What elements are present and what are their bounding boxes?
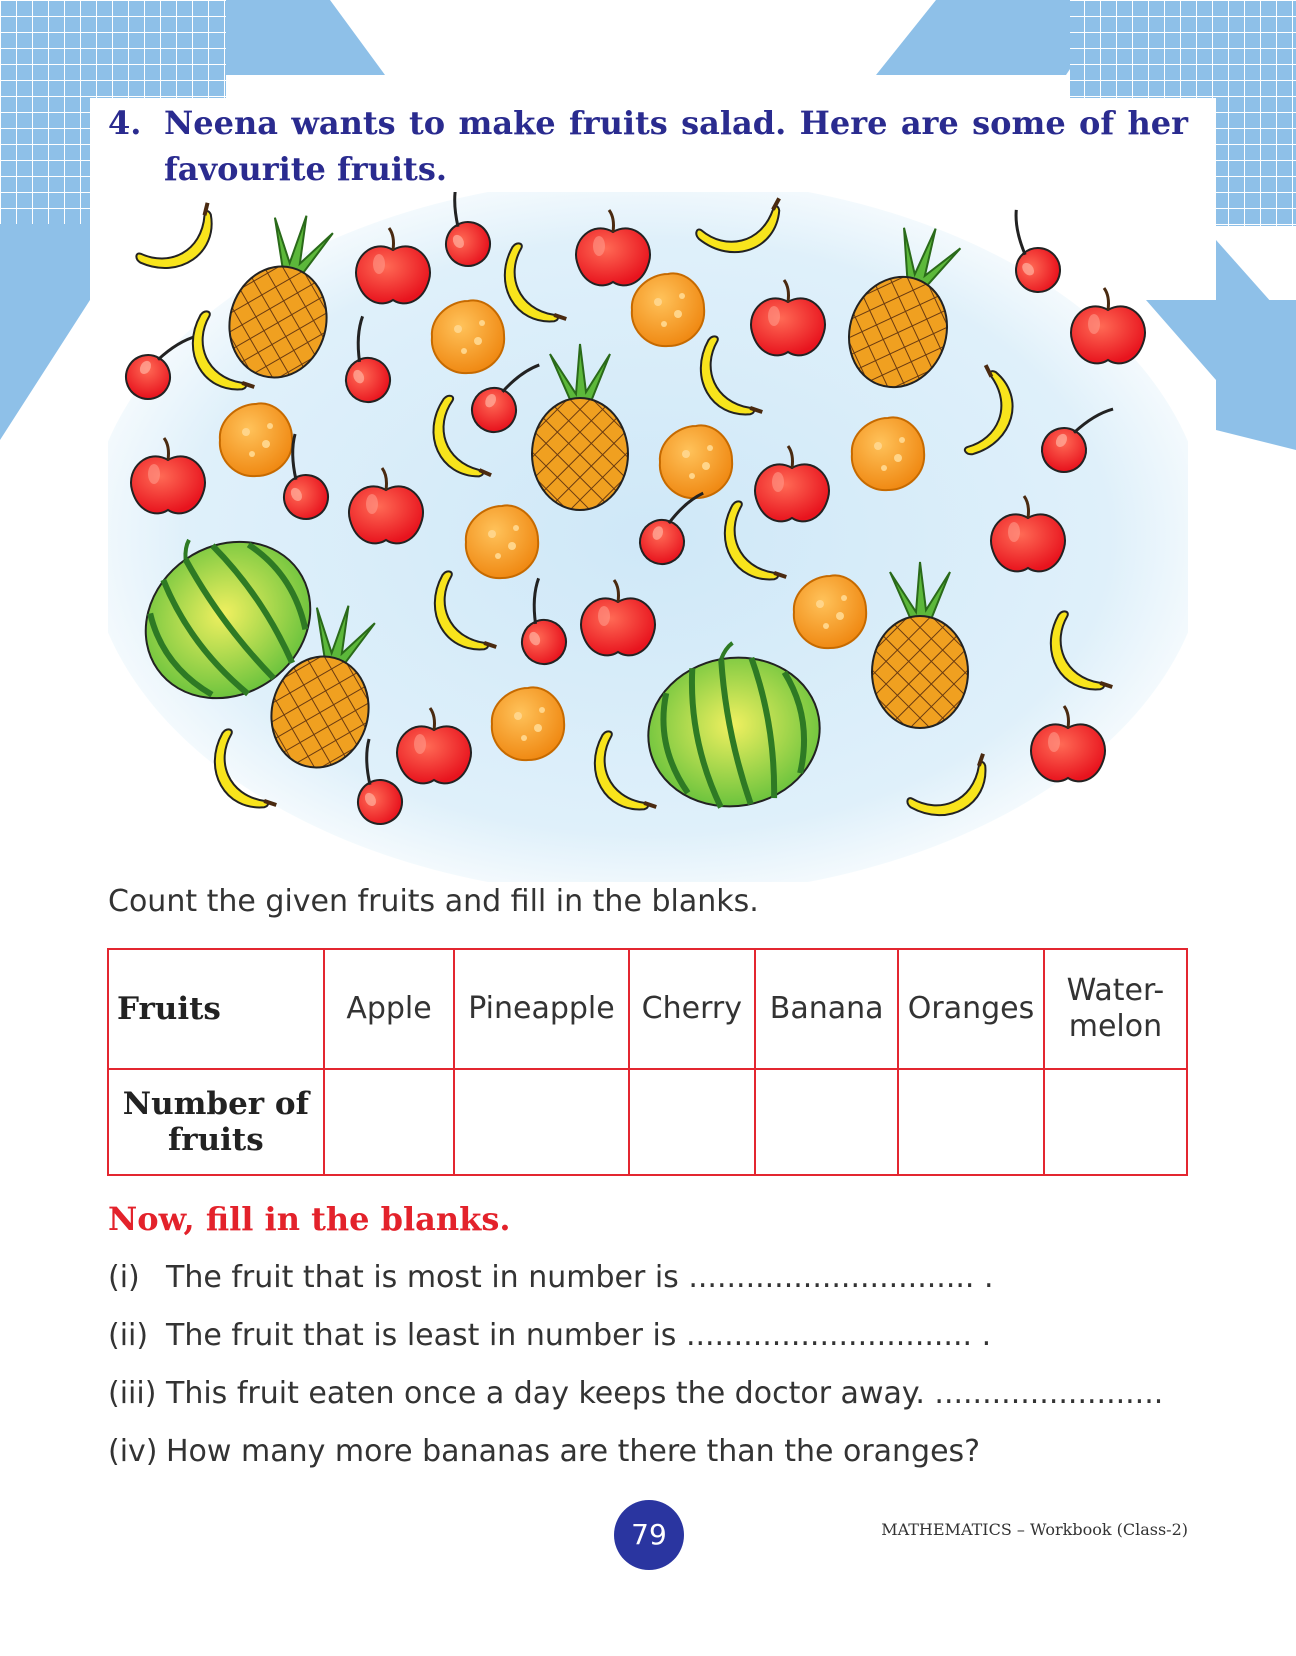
orange — [432, 300, 504, 373]
item-text: This fruit eaten once a day keeps the doctor away. ........................ — [166, 1376, 1164, 1411]
book-title: MATHEMATICS – Workbook (Class-2) — [881, 1520, 1188, 1539]
fruit-count-table — [107, 948, 1188, 1176]
row-header-number-of-fruits: Number of fruits — [108, 1069, 324, 1175]
column-header: Apple — [324, 949, 455, 1069]
answer-cell[interactable] — [898, 1069, 1044, 1175]
item-label: (iii) — [108, 1376, 157, 1411]
orange — [632, 273, 704, 346]
item-text: How many more bananas are there than the oranges? — [166, 1434, 981, 1469]
orange — [852, 417, 924, 490]
answer-cell[interactable] — [454, 1069, 628, 1175]
item-text: The fruit that is least in number is .............................. . — [166, 1318, 992, 1353]
table-row — [108, 949, 1187, 1069]
orange — [466, 505, 538, 578]
orange — [794, 575, 866, 648]
list-item — [108, 1434, 980, 1469]
item-label: (ii) — [108, 1318, 149, 1353]
column-header: Pineapple — [454, 949, 628, 1069]
answer-cell[interactable] — [629, 1069, 756, 1175]
column-header: Oranges — [898, 949, 1044, 1069]
list-item — [108, 1260, 994, 1295]
question-text: Neena wants to make fruits salad. Here are some of her favourite fruits. — [164, 104, 1188, 188]
orange — [220, 403, 292, 476]
orange — [492, 687, 564, 760]
apple — [1071, 288, 1145, 363]
answer-cell[interactable] — [324, 1069, 455, 1175]
question — [108, 100, 1188, 192]
fill-blanks-heading: Now, fill in the blanks. — [108, 1200, 511, 1238]
question-number: 4. — [108, 104, 142, 142]
column-header: Banana — [755, 949, 898, 1069]
answer-cell[interactable] — [755, 1069, 898, 1175]
table-row — [108, 1069, 1187, 1175]
item-label: (iv) — [108, 1434, 158, 1469]
banana — [128, 203, 227, 282]
page-number: 79 — [614, 1500, 684, 1570]
orange — [660, 425, 732, 498]
list-item — [108, 1318, 991, 1353]
answer-cell[interactable] — [1044, 1069, 1187, 1175]
column-header: Cherry — [629, 949, 756, 1069]
row-header-fruits: Fruits — [108, 949, 324, 1069]
fruits-illustration — [108, 192, 1188, 882]
column-header: Water-melon — [1044, 949, 1187, 1069]
item-label: (i) — [108, 1260, 140, 1295]
instruction: Count the given fruits and fill in the blanks. — [108, 884, 759, 919]
item-text: The fruit that is most in number is .............................. . — [166, 1260, 994, 1295]
list-item — [108, 1376, 1163, 1411]
